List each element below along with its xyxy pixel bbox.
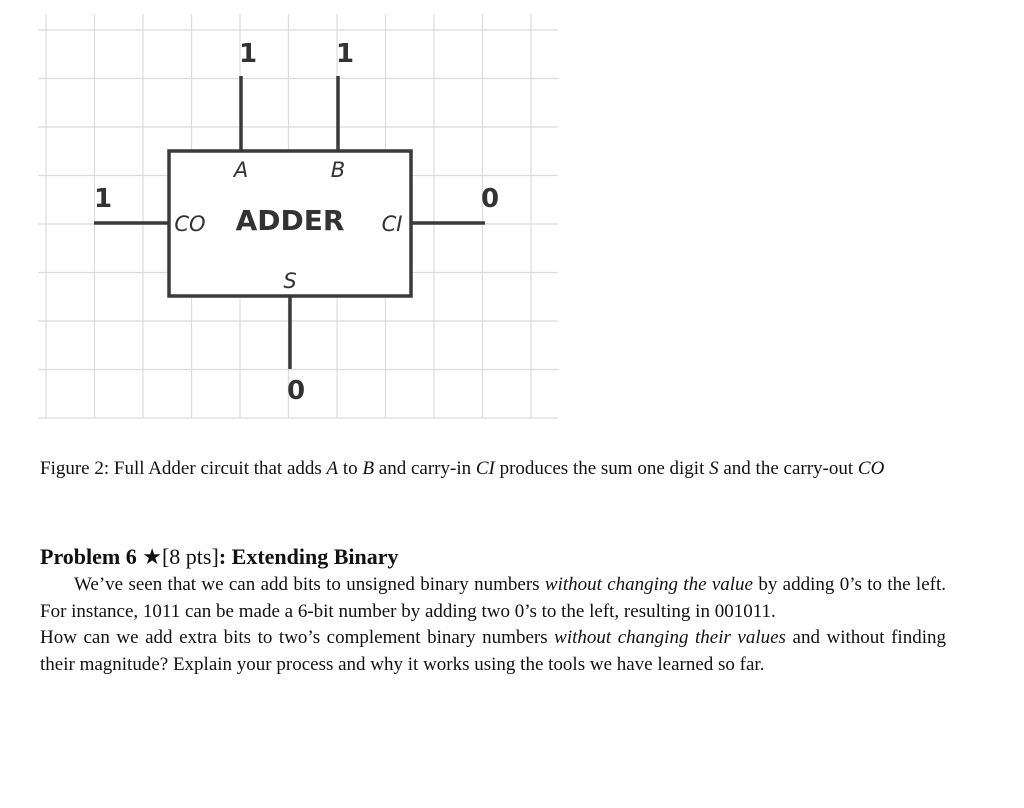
adder-label: ADDER [235,204,345,237]
problem-points: [8 pts] [161,544,219,569]
port-s-label: S [283,269,297,293]
star-icon: ★ [142,544,162,569]
figure-caption [40,455,946,482]
problem-title: Extending Binary [231,544,399,569]
paragraph-emphasis: without changing their values [554,627,786,648]
value-co: 1 [93,184,113,214]
port-b-label: B [330,158,346,182]
caption-text: and carry-in [374,458,476,479]
value-ci: 0 [480,184,500,214]
problem-paragraph-1 [40,572,946,625]
caption-var-co: CO [857,458,885,479]
paragraph-text: and without finding their magnitude? Explain your process and why it works using the tools we have learned so far. [40,627,946,675]
port-co-label: CO [174,212,206,236]
port-a-label: A [233,158,249,182]
port-ci-label: CI [381,212,403,236]
paragraph-text: How can we add extra bits to two’s complement binary numbers [40,627,555,648]
problem-heading [40,543,946,571]
caption-text: produces the sum one digit [494,458,710,479]
problem-number: Problem 6 [40,544,137,569]
caption-text: to [338,458,363,479]
problem-paragraph-2 [40,625,946,678]
problem-colon: : [218,544,227,569]
full-adder-diagram [38,14,560,420]
caption-text: Figure 2: Full Adder circuit that adds [40,458,327,479]
value-b: 1 [335,39,355,69]
value-a: 1 [238,39,258,69]
caption-var-ci: CI [475,458,495,479]
caption-var-s: S [709,458,719,479]
paragraph-emphasis: without changing the value [544,574,753,595]
paragraph-text: by adding 0’s to the left. For instance, 1011 can be made a 6-bit number by adding two 0’s to the left, resulting in 001011. [40,574,946,622]
problem-section [40,543,946,678]
caption-var-a: A [326,458,339,479]
caption-text: and the carry-out [718,458,858,479]
value-s: 0 [286,376,306,406]
caption-var-b: B [362,458,375,479]
paragraph-text: We’ve seen that we can add bits to unsigned binary numbers [74,574,545,595]
